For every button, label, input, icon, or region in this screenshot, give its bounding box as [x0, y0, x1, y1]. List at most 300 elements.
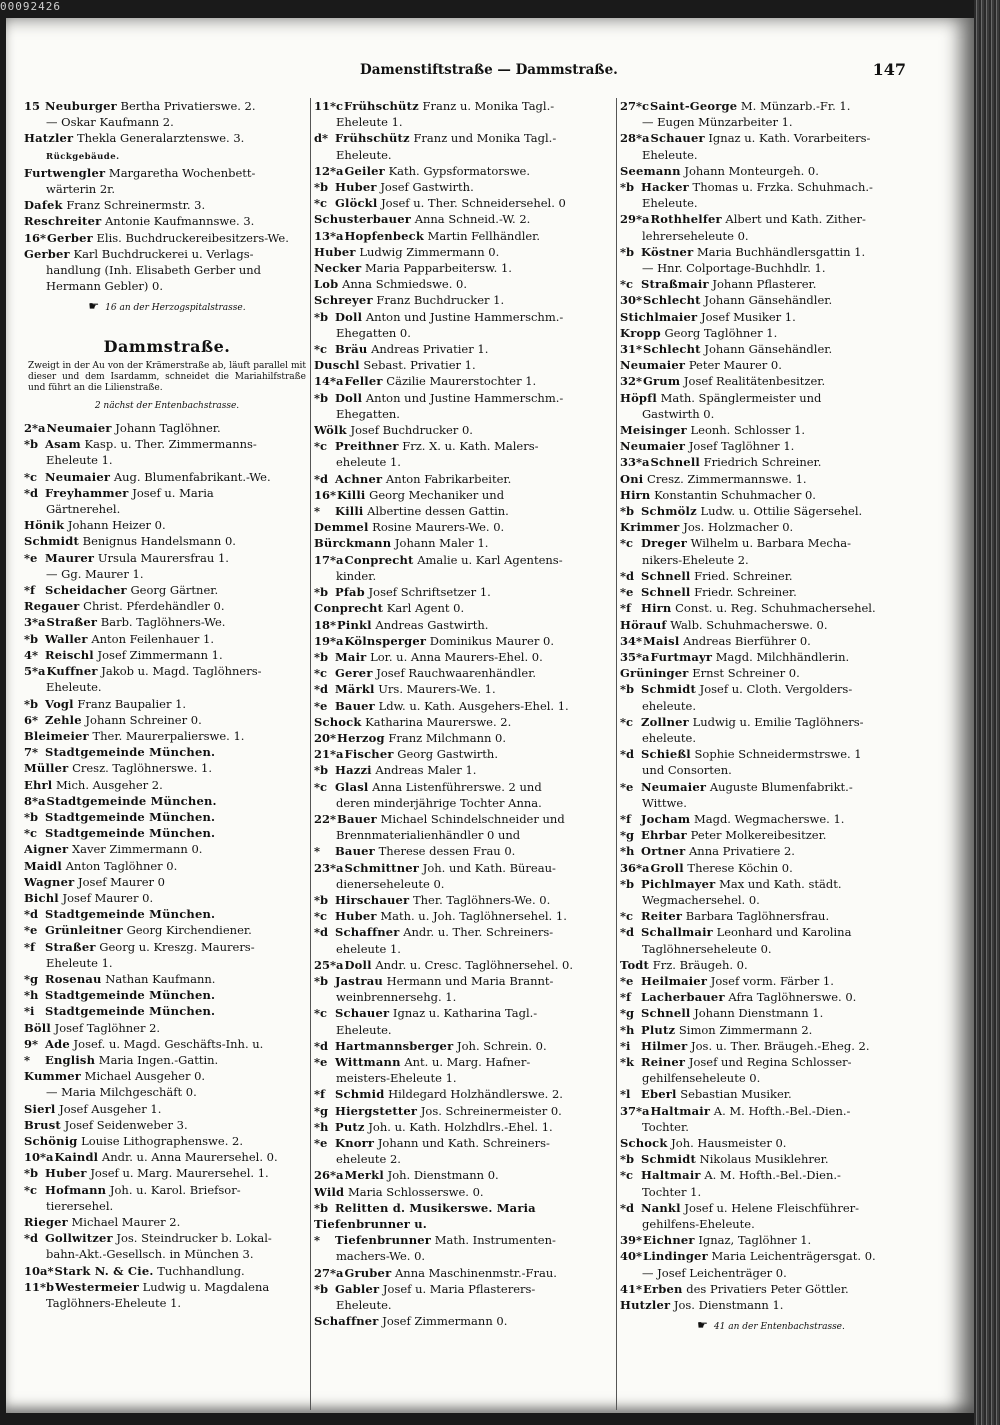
- house-number: *b: [24, 696, 39, 711]
- directory-entry: [314, 843, 614, 859]
- surname: Schmölz: [641, 504, 697, 519]
- entry-detail: Simon Zimmermann 2.: [678, 1022, 813, 1037]
- surname: Killi: [335, 504, 364, 519]
- house-number: 26*a: [314, 1168, 344, 1183]
- house-number: *b: [314, 1200, 329, 1215]
- pointing-hand-icon: ☛: [697, 1318, 708, 1333]
- surname: Schallmair: [641, 925, 713, 940]
- house-number: *b: [620, 244, 635, 259]
- directory-entry: [314, 568, 614, 584]
- entry-detail: Ignaz u. Katharina Tagl.-: [392, 1006, 538, 1021]
- entry-detail: Andr. u. Cresc. Taglöhnersehel. 0.: [375, 957, 573, 972]
- entry-detail: Ursula Maurersfrau 1.: [97, 550, 229, 565]
- directory-entry: [620, 1022, 922, 1038]
- directory-entry: [314, 114, 614, 130]
- house-number: 7*: [24, 745, 39, 760]
- directory-entry: [24, 165, 310, 181]
- house-number: *b: [24, 631, 39, 646]
- surname: Schnell: [650, 455, 700, 470]
- surname: Tiefenbrunner u.: [314, 1217, 427, 1232]
- left-top-entries: [24, 98, 310, 294]
- house-number: *d: [314, 471, 329, 486]
- directory-entry: [314, 1281, 614, 1297]
- house-number: 33*a: [620, 455, 650, 470]
- surname: Gerer: [335, 666, 373, 681]
- directory-entry: [24, 825, 310, 841]
- surname: Seemann: [620, 163, 681, 178]
- directory-entry: [620, 892, 922, 908]
- directory-entry: [24, 712, 310, 728]
- house-number: *b: [620, 504, 635, 519]
- entry-detail: Anna Schmiedswe. 0.: [342, 277, 468, 292]
- entry-detail: Albert und Kath. Zither-: [725, 212, 866, 227]
- house-number: *c: [314, 666, 328, 681]
- house-number: *b: [314, 390, 329, 405]
- directory-entry: [620, 519, 922, 535]
- entry-detail: nikers-Eheleute 2.: [642, 552, 749, 567]
- directory-entry: [314, 1313, 614, 1329]
- directory-entry: [314, 681, 614, 697]
- entry-detail: Kath. Gypsformatorswe.: [388, 163, 530, 178]
- house-number: *b: [314, 585, 329, 600]
- entry-detail: Maria Schlosserswe. 0.: [347, 1184, 484, 1199]
- entry-detail: M. Münzarb.-Fr. 1.: [740, 99, 851, 113]
- directory-entry: [24, 1165, 310, 1181]
- entry-detail: Peter Molkereibesitzer.: [690, 828, 827, 843]
- entry-detail: Eheleute.: [336, 1298, 392, 1313]
- surname: Furtwengler: [24, 165, 106, 180]
- surname: Zehle: [45, 712, 82, 727]
- surname: Preithner: [335, 439, 399, 454]
- surname: Schmidt: [641, 682, 696, 697]
- entry-detail: Ther. Taglöhners-We. 0.: [412, 892, 551, 907]
- entry-detail: — Oskar Kaufmann 2.: [46, 115, 174, 130]
- entry-detail: Ludwig u. Emilie Taglöhners-: [692, 714, 864, 729]
- entry-detail: Georg Mechaniker und: [369, 487, 505, 502]
- surname: Rothhelfer: [650, 212, 722, 227]
- house-number: 39*: [620, 1233, 643, 1248]
- entry-detail: Fried. Schreiner.: [694, 568, 793, 583]
- directory-entry: [620, 811, 922, 827]
- house-number: 36*a: [620, 860, 650, 875]
- house-number: 34*: [620, 633, 643, 648]
- surname: Conprecht: [314, 601, 384, 616]
- surname: Brust: [24, 1117, 61, 1132]
- house-number: *b: [24, 1166, 39, 1181]
- entry-detail: Josef Zimmermann 1.: [97, 647, 223, 662]
- directory-entry: [314, 1103, 614, 1119]
- entry-detail: Franz Milchmann 0.: [388, 730, 507, 745]
- surname: Dreger: [641, 536, 687, 551]
- entry-detail: Jakob u. Magd. Taglöhners-: [101, 664, 262, 679]
- directory-entry: [24, 793, 310, 809]
- house-number: *c: [620, 909, 634, 924]
- entry-detail: Math. Spänglermeister und: [660, 390, 822, 405]
- surname: Grum: [643, 374, 681, 389]
- house-number: *c: [24, 469, 38, 484]
- directory-entry: [314, 438, 614, 454]
- surname: Gerber: [47, 230, 93, 245]
- entry-detail: Lor. u. Anna Maurers-Ehel. 0.: [370, 649, 543, 664]
- house-number: *b: [314, 649, 329, 664]
- entry-detail: Johann Maler 1.: [394, 536, 489, 551]
- house-number: *e: [620, 585, 634, 600]
- entry-detail: Franz Baupalier 1.: [77, 696, 187, 711]
- house-number: 31*: [620, 342, 643, 357]
- directory-entry: [620, 762, 922, 778]
- directory-entry: [314, 1086, 614, 1102]
- entry-detail: Josef Rauchwaarenhändler.: [376, 666, 537, 681]
- surname: Schnell: [641, 1006, 691, 1021]
- directory-entry: [24, 1133, 310, 1149]
- entry-detail: Urs. Maurers-We. 1.: [378, 682, 496, 697]
- house-number: *d: [620, 747, 635, 762]
- entry-detail: Josef u. Marg. Maurersehel. 1.: [90, 1166, 269, 1181]
- directory-entry: [620, 1086, 922, 1102]
- surname: Maurer: [45, 550, 95, 565]
- surname: Gabler: [335, 1281, 380, 1296]
- surname: Schreyer: [314, 293, 373, 308]
- entry-detail: Anton Fabrikarbeiter.: [385, 471, 512, 486]
- surname: Ortner: [641, 844, 686, 859]
- entry-detail: Gastwirth 0.: [642, 406, 715, 421]
- entry-detail: Josef. u. Magd. Geschäfts-Inh. u.: [73, 1036, 264, 1051]
- entry-detail: Konstantin Schuhmacher 0.: [654, 487, 816, 502]
- entry-detail: Cäzilie Maurerstochter 1.: [386, 374, 537, 389]
- entry-detail: Jos. Schreinermeister 0.: [420, 1103, 562, 1118]
- entry-detail: Margaretha Wochenbett-: [108, 165, 256, 180]
- surname: Regauer: [24, 599, 80, 614]
- house-number: *h: [620, 1022, 635, 1037]
- house-number: 10a*: [24, 1263, 54, 1278]
- directory-entry: [620, 357, 922, 373]
- house-number: *c: [620, 277, 634, 292]
- entry-detail: Ludwig u. Magdalena: [142, 1279, 270, 1294]
- directory-entry: [24, 452, 310, 468]
- surname: Hilmer: [641, 1038, 688, 1053]
- entry-detail: Jos. Dienstmann 1.: [673, 1298, 784, 1313]
- directory-entry: [620, 698, 922, 714]
- surname: Bichl: [24, 890, 59, 905]
- directory-entry: [24, 922, 310, 938]
- directory-entry: [314, 633, 614, 649]
- entry-detail: Taglöhners-Eheleute 1.: [46, 1296, 182, 1311]
- entry-detail: Ignaz, Taglöhner 1.: [698, 1233, 812, 1248]
- directory-entry: [314, 811, 614, 827]
- entry-detail: Karl Buchdruckerei u. Verlags-: [73, 246, 254, 261]
- entry-detail: gehilfenseheleute 0.: [642, 1071, 761, 1086]
- entry-detail: Georg Kirchendiener.: [126, 923, 252, 938]
- directory-entry: [620, 1248, 922, 1264]
- directory-entry: [314, 1005, 614, 1021]
- entry-detail: Magd. Milchhändlerin.: [715, 649, 850, 664]
- entry-detail: — Gg. Maurer 1.: [46, 566, 144, 581]
- surname: Maisl: [643, 633, 680, 648]
- surname: Gruber: [344, 1265, 392, 1280]
- directory-entry: [314, 779, 614, 795]
- directory-entry: [620, 503, 922, 519]
- surname: Necker: [314, 261, 362, 276]
- house-number: 17*a: [314, 552, 344, 567]
- house-number: *d: [314, 925, 329, 940]
- surname: Köstner: [641, 244, 694, 259]
- house-number: *d: [24, 1231, 39, 1246]
- directory-entry: [314, 211, 614, 227]
- directory-entry: [620, 973, 922, 989]
- directory-entry: [314, 244, 614, 260]
- entry-detail: Jos. Holzmacher 0.: [683, 520, 794, 535]
- surname: Reiner: [641, 1054, 686, 1069]
- surname: Bauer: [335, 844, 375, 859]
- house-number: *c: [314, 1006, 328, 1021]
- surname: Neumaier: [620, 358, 686, 373]
- house-number: *g: [314, 1103, 329, 1118]
- entry-detail: Andreas Privatier 1.: [371, 342, 489, 357]
- section-note: 2 nächst der Entenbachstrasse.: [94, 400, 240, 411]
- surname: Doll: [344, 957, 372, 972]
- entry-detail: gehilfens-Eheleute.: [642, 1217, 755, 1232]
- directory-entry: [620, 924, 922, 940]
- surname: Conprecht: [344, 552, 414, 567]
- surname: Schnell: [641, 585, 691, 600]
- directory-entry: [620, 649, 922, 665]
- entry-detail: Brennmaterialienhändler 0 und: [336, 828, 521, 843]
- entry-detail: Xaver Zimmermann 0.: [71, 842, 203, 857]
- surname: Asam: [45, 437, 81, 452]
- directory-entry: [24, 841, 310, 857]
- directory-entry: [314, 1216, 614, 1232]
- directory-entry: [314, 989, 614, 1005]
- directory-entry: [620, 1054, 922, 1070]
- house-number: 27*a: [314, 1265, 344, 1280]
- surname: Wild: [314, 1184, 345, 1199]
- house-number: *f: [620, 990, 631, 1005]
- directory-entry: [24, 1084, 310, 1100]
- directory-entry: [620, 373, 922, 389]
- entry-detail: Tochter.: [642, 1119, 689, 1134]
- house-number: 32*: [620, 374, 643, 389]
- surname: Maidl: [24, 858, 62, 873]
- directory-entry: [314, 1297, 614, 1313]
- house-number: *b: [314, 1281, 329, 1296]
- surname: Straßmair: [641, 277, 709, 292]
- entry-detail: Johann Dienstmann 1.: [694, 1006, 824, 1021]
- house-number: *c: [314, 342, 328, 357]
- surname: Hirn: [641, 601, 672, 616]
- left-note-text: 16 an der Herzogspitalstrasse.: [105, 303, 246, 314]
- directory-entry: [24, 130, 310, 146]
- directory-entry: [24, 744, 310, 760]
- section-description: Zweigt in der Au von der Krämerstraße ab, läuft parallel mit dieser und dem Isardamm, schneidet die Mariahilfstraße und führt an die Lilienstraße.: [28, 360, 306, 393]
- directory-entry: [24, 469, 310, 485]
- entry-detail: Joh. u. Karol. Briefsor-: [109, 1182, 241, 1197]
- entry-detail: Antonie Kaufmannswe. 3.: [105, 214, 255, 229]
- directory-entry: [314, 1070, 614, 1086]
- directory-entry: [24, 1198, 310, 1214]
- surname: Fischer: [344, 747, 394, 762]
- house-number: 27*c: [620, 99, 650, 113]
- directory-entry: [620, 617, 922, 633]
- entry-detail: Thekla Generalarztenswe. 3.: [76, 131, 245, 146]
- directory-entry: [314, 876, 614, 892]
- directory-entry: [314, 1119, 614, 1135]
- surname: Stichlmaier: [620, 309, 698, 324]
- surname: Vogl: [45, 696, 74, 711]
- directory-entry: [620, 714, 922, 730]
- surname: Glasl: [335, 779, 369, 794]
- entry-detail: Bertha Privatierswe. 2.: [120, 99, 256, 113]
- directory-entry: [24, 1214, 310, 1230]
- surname: Meisinger: [620, 423, 687, 438]
- house-number: *c: [314, 909, 328, 924]
- house-number: *c: [314, 196, 328, 211]
- house-number: 9*: [24, 1036, 39, 1051]
- directory-entry: [24, 631, 310, 647]
- directory-entry: [314, 519, 614, 535]
- surname: Sierl: [24, 1101, 56, 1116]
- directory-entry: [620, 908, 922, 924]
- running-head: Damenstiftstraße — Dammstraße.: [360, 62, 618, 78]
- directory-entry: [24, 858, 310, 874]
- surname: Stadtgemeinde München.: [45, 988, 216, 1003]
- entry-detail: Josef und Regina Schlosser-: [688, 1054, 852, 1069]
- house-number: *f: [24, 583, 35, 598]
- directory-entry: [24, 663, 310, 679]
- entry-detail: Jos. u. Ther. Bräugeh.-Eheg. 2.: [691, 1038, 870, 1053]
- surname: Haltmair: [650, 1103, 711, 1118]
- surname: Huber: [335, 909, 377, 924]
- entry-detail: Eheleute.: [642, 147, 698, 162]
- surname: Stark N. & Cie.: [54, 1263, 154, 1278]
- entry-detail: Josef vorm. Färber 1.: [710, 973, 834, 988]
- entry-detail: Ant. u. Marg. Hafner-: [404, 1054, 531, 1069]
- directory-entry: [314, 1054, 614, 1070]
- surname: Kaindl: [54, 1150, 99, 1165]
- entry-detail: Ther. Maurerpalierswe. 1.: [92, 728, 245, 743]
- directory-entry: [24, 809, 310, 825]
- entry-detail: Josef Taglöhner 1.: [688, 439, 795, 454]
- directory-entry: [314, 973, 614, 989]
- house-number: *i: [24, 1004, 35, 1019]
- directory-entry: [314, 357, 614, 373]
- directory-entry: [620, 681, 922, 697]
- surname: Neumaier: [641, 779, 707, 794]
- surname: Neuburger: [45, 99, 117, 113]
- directory-entry: [24, 955, 310, 971]
- entry-detail: Eheleute.: [642, 196, 698, 211]
- directory-entry: [314, 390, 614, 406]
- directory-entry: [620, 600, 922, 616]
- entry-detail: Joh. Schrein. 0.: [457, 1038, 547, 1053]
- entry-detail: Maria Buchhändlersgattin 1.: [697, 244, 866, 259]
- surname: Hutzler: [620, 1298, 671, 1313]
- directory-entry: [314, 600, 614, 616]
- directory-entry: [24, 1068, 310, 1084]
- house-number: 35*a: [620, 649, 650, 664]
- pointing-hand-icon: ☛: [88, 299, 100, 314]
- entry-detail: Josef u. Maria: [132, 485, 214, 500]
- directory-entry: [24, 614, 310, 630]
- entry-detail: Rosine Maurers-We. 0.: [372, 520, 505, 535]
- surname: Bauer: [337, 811, 377, 826]
- column-rule: [616, 98, 617, 1410]
- directory-entry: [24, 1263, 310, 1279]
- surname: Neumaier: [45, 469, 111, 484]
- surname: Wagner: [24, 874, 75, 889]
- directory-entry: [314, 130, 614, 146]
- entry-detail: eheleute.: [642, 730, 696, 745]
- entry-detail: Anna Listenführerswe. 2 und: [372, 779, 542, 794]
- surname: Stadtgemeinde München.: [45, 826, 216, 841]
- entry-detail: Josef Zimmermann 0.: [382, 1314, 508, 1329]
- surname: Kölnsperger: [344, 633, 427, 648]
- house-number: *b: [24, 809, 39, 824]
- surname: Geiler: [344, 163, 385, 178]
- entry-detail: Josef Musiker 1.: [700, 309, 796, 324]
- entry-detail: Georg u. Kreszg. Maurers-: [99, 939, 255, 954]
- directory-entry: [620, 843, 922, 859]
- surname: Straßer: [46, 615, 98, 630]
- surname: Demmel: [314, 520, 369, 535]
- surname: Merkl: [344, 1168, 384, 1183]
- surname: Erben: [643, 1281, 683, 1296]
- entry-detail: Franz und Monika Tagl.-: [413, 131, 557, 146]
- directory-entry: [24, 987, 310, 1003]
- surname: Pichlmayer: [641, 876, 716, 891]
- directory-entry: [314, 584, 614, 600]
- entry-detail: Barb. Taglöhners-We.: [100, 615, 226, 630]
- house-number: 41*: [620, 1281, 643, 1296]
- directory-entry: [24, 485, 310, 501]
- house-number: *h: [24, 988, 39, 1003]
- directory-entry: [314, 1135, 614, 1151]
- directory-entry: [620, 957, 922, 973]
- directory-entry: [314, 762, 614, 778]
- directory-entry: [620, 390, 922, 406]
- entry-detail: Const. u. Reg. Schuhmachersehel.: [675, 601, 876, 616]
- directory-entry: [620, 179, 922, 195]
- entry-detail: lehrerseheleute 0.: [642, 228, 749, 243]
- house-number: 4*: [24, 647, 39, 662]
- house-number: *f: [314, 1087, 325, 1102]
- directory-entry: [24, 517, 310, 533]
- entry-detail: Nathan Kaufmann.: [105, 971, 216, 986]
- entry-detail: Josef u. Maria Pflasterers-: [382, 1281, 536, 1296]
- directory-entry: [314, 1184, 614, 1200]
- entry-detail: Andreas Maler 1.: [375, 763, 477, 778]
- surname: Schönig: [24, 1133, 78, 1148]
- entry-detail: Jos. Steindrucker b. Lokal-: [116, 1231, 272, 1246]
- house-number: 5*a: [24, 664, 46, 679]
- house-number: *b: [620, 1152, 635, 1167]
- surname: Herzog: [337, 730, 385, 745]
- directory-entry: [314, 228, 614, 244]
- directory-entry: [314, 957, 614, 973]
- directory-entry: [24, 1246, 310, 1262]
- house-number: 14*a: [314, 374, 344, 389]
- entry-detail: Ludwig Zimmermann 0.: [359, 244, 500, 259]
- surname: Relitten d. Musikerswe. Maria: [335, 1200, 536, 1215]
- house-number: *b: [620, 876, 635, 891]
- surname: Hacker: [641, 180, 689, 195]
- entry-detail: Max und Kath. städt.: [719, 876, 842, 891]
- entry-detail: Martin Fellhändler.: [427, 228, 541, 243]
- house-number: 11*c: [314, 99, 344, 113]
- right-column: [620, 98, 922, 1341]
- entry-detail: Josef Buchdrucker 0.: [350, 423, 473, 438]
- entry-detail: Karl Agent 0.: [386, 601, 465, 616]
- house-number: 10*a: [24, 1150, 54, 1165]
